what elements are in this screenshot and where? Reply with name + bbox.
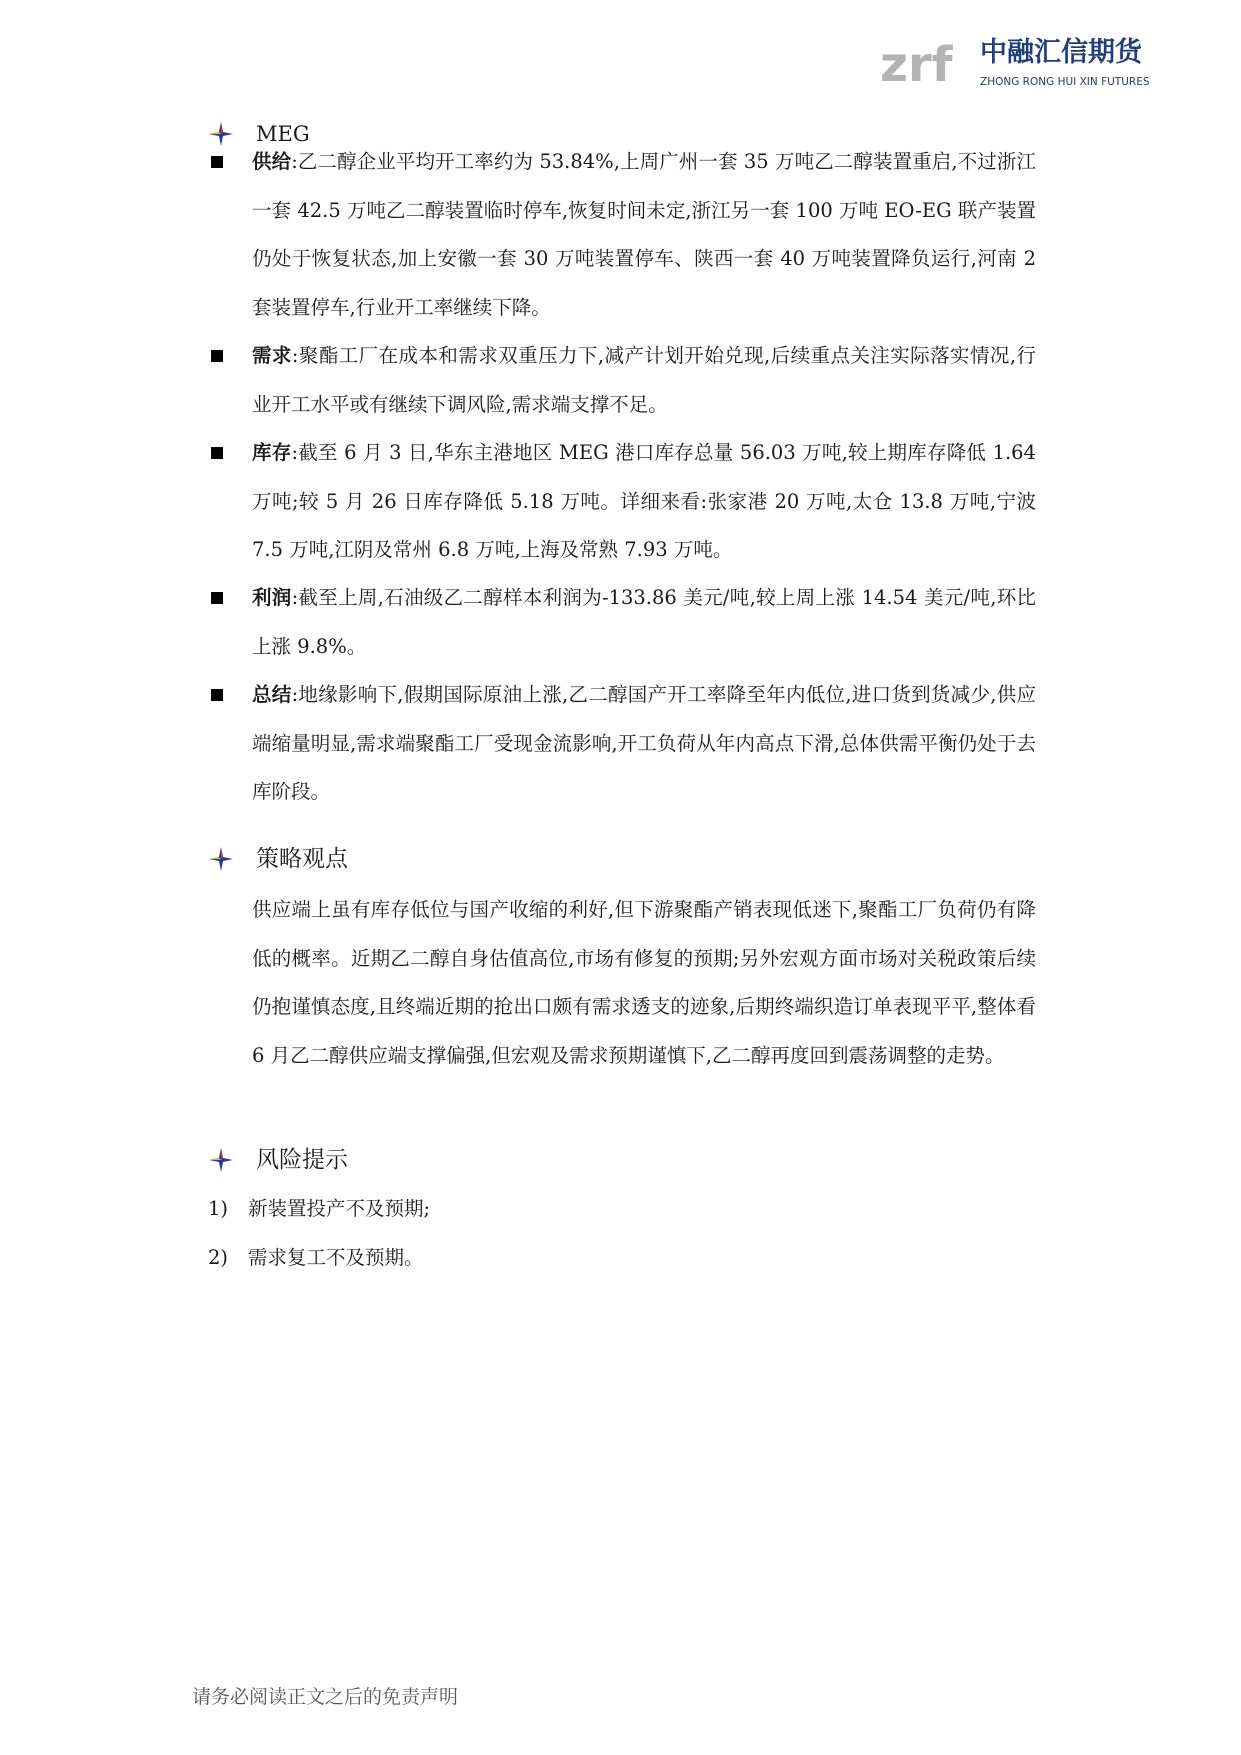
four-point-star-icon — [208, 1147, 234, 1173]
inventory-text: :截至 6 月 3 日,华东主港地区 MEG 港口库存总量 56.03 万吨,较上期库存降低 1.64 万吨;较 5 月 26 日库存降低 5.18 万吨。详细来看:张家港 20 万吨,太仓 13.8 万吨,宁波 7.5 万吨,江阴及常州 6.8 万吨,上海及常熟 7.93 万吨。 — [252, 441, 1036, 561]
company-logo — [880, 25, 1180, 100]
disclaimer-footer: 请务必阅读正文之后的免责声明 — [192, 1686, 459, 1708]
demand-paragraph — [252, 332, 1036, 429]
inventory-paragraph — [252, 429, 1036, 575]
section-title: MEG — [256, 122, 310, 146]
bullet-square-icon — [211, 447, 223, 459]
four-point-star-icon — [208, 121, 234, 147]
logo-name-en: ZHONG RONG HUI XIN FUTURES — [980, 76, 1150, 88]
list-item-number: 2) — [208, 1246, 229, 1269]
section-heading-strategy — [208, 844, 348, 874]
demand-label: 需求 — [252, 344, 292, 367]
section-title: 策略观点 — [256, 846, 348, 872]
strategy-paragraph: 供应端上虽有库存低位与国产收缩的利好,但下游聚酯产销表现低迷下,聚酯工厂负荷仍有降低的概率。近期乙二醇自身估值高位,市场有修复的预期;另外宏观方面市场对关税政策后续仍抱谨慎态度,且终端近期的抢出口颇有需求透支的迹象,后期终端织造订单表现平平,整体看 6 月乙二醇供应端支撑偏强,但宏观及需求预期谨慎下,乙二醇再度回到震荡调整的走势。 — [252, 898, 1036, 1067]
bullet-square-icon — [211, 156, 223, 168]
supply-text: :乙二醇企业平均开工率约为 53.84%,上周广州一套 35 万吨乙二醇装置重启,不过浙江一套 42.5 万吨乙二醇装置临时停车,恢复时间未定,浙江另一套 100 万吨 EO-EG 联产装置仍处于恢复状态,加上安徽一套 30 万吨装置停车、陕西一套 40 万吨装置降负运行,河南 2 套装置停车,行业开工率继续下降。 — [252, 150, 1036, 319]
inventory-label: 库存 — [252, 441, 292, 464]
four-point-star-icon — [208, 846, 234, 872]
list-item-text: 需求复工不及预期。 — [248, 1246, 424, 1269]
profit-label: 利润 — [252, 586, 292, 609]
bullet-square-icon — [211, 689, 223, 701]
bullet-square-icon — [211, 350, 223, 362]
list-item — [208, 1194, 430, 1224]
section-heading-risk — [208, 1145, 348, 1175]
supply-paragraph — [252, 138, 1036, 332]
bullet-square-icon — [211, 592, 223, 604]
demand-text: :聚酯工厂在成本和需求双重压力下,减产计划开始兑现,后续重点关注实际落实情况,行业开工水平或有继续下调风险,需求端支撑不足。 — [252, 344, 1036, 416]
list-item-number: 1) — [208, 1197, 229, 1220]
supply-label: 供给 — [252, 150, 292, 173]
profit-paragraph — [252, 574, 1036, 671]
summary-label: 总结 — [252, 683, 292, 706]
logo-mark: zrf — [880, 37, 953, 93]
list-item-text: 新装置投产不及预期; — [248, 1197, 431, 1220]
summary-text: :地缘影响下,假期国际原油上涨,乙二醇国产开工率降至年内低位,进口货到货减少,供应端缩量明显,需求端聚酯工厂受现金流影响,开工负荷从年内高点下滑,总体供需平衡仍处于去库阶段。 — [252, 683, 1036, 803]
summary-paragraph — [252, 671, 1036, 817]
profit-text: :截至上周,石油级乙二醇样本利润为-133.86 美元/吨,较上周上涨 14.54 美元/吨,环比上涨 9.8%。 — [252, 586, 1036, 658]
logo-name-cn: 中融汇信期货 — [980, 37, 1142, 68]
list-item — [208, 1243, 424, 1273]
section-title: 风险提示 — [256, 1147, 348, 1173]
